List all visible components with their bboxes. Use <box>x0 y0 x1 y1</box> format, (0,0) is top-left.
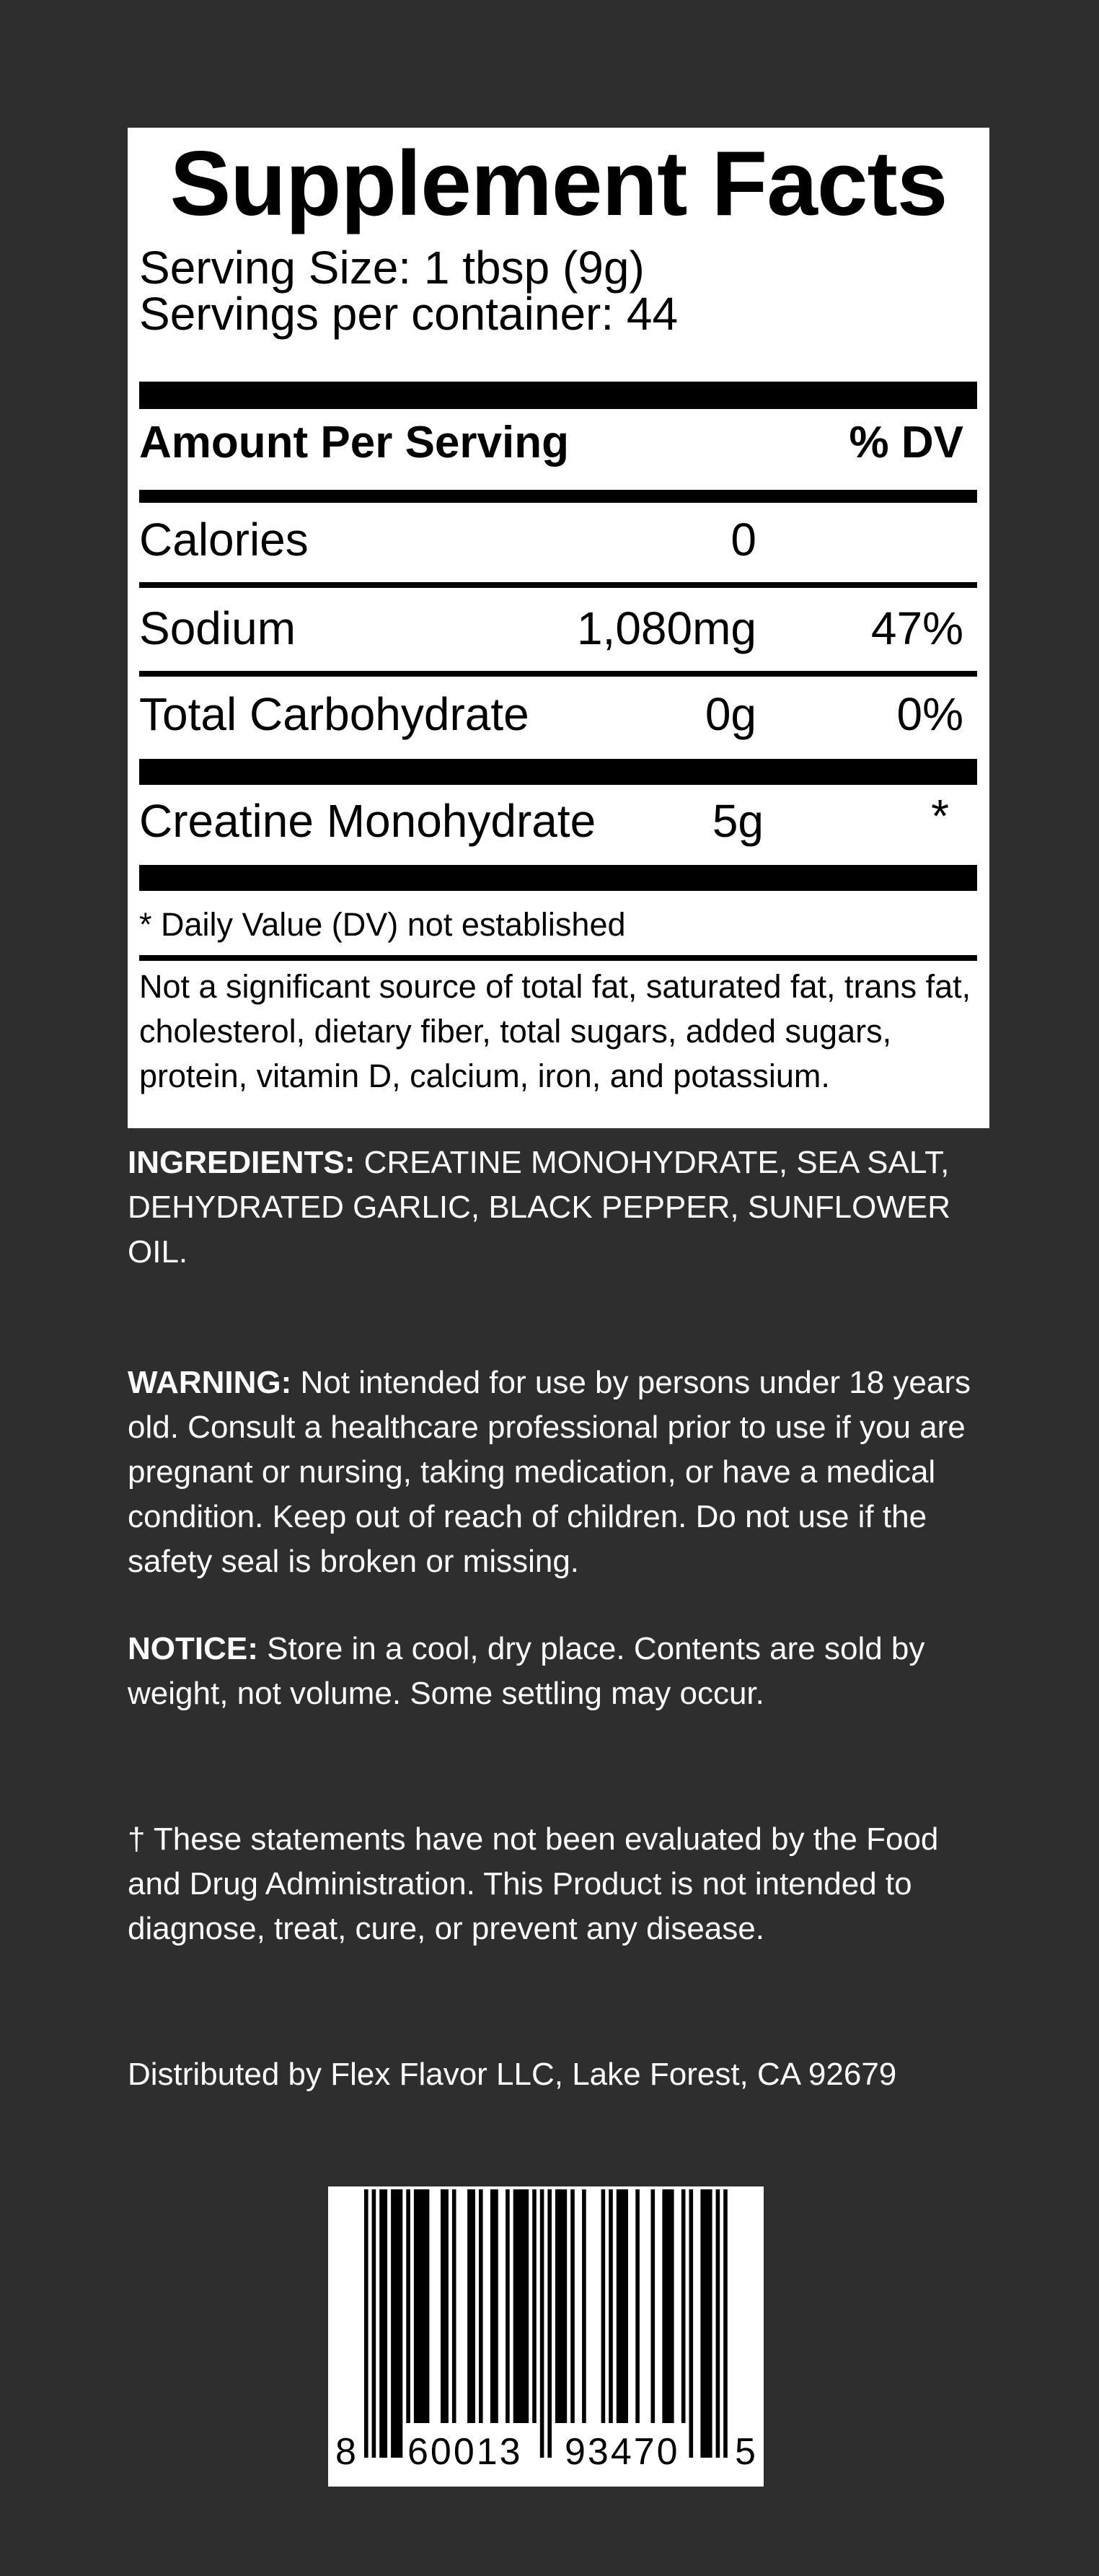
serving-size: Serving Size: 1 tbsp (9g) <box>139 242 645 294</box>
barcode-first-digit: 8 <box>335 2431 356 2473</box>
barcode-bar <box>391 2189 395 2458</box>
barcode-bar <box>620 2189 624 2423</box>
thin-divider <box>139 582 977 588</box>
barcode-bar <box>441 2189 445 2423</box>
barcode-bar <box>609 2189 613 2423</box>
distributor-line: Distributed by Flex Flavor LLC, Lake Forest, CA 92679 <box>128 2057 897 2092</box>
barcode-bar <box>452 2189 456 2423</box>
barcode-bar <box>582 2189 586 2423</box>
barcode-bar <box>494 2189 498 2423</box>
nutrient-name: Calories <box>139 514 309 566</box>
nutrient-amount: 0g <box>705 688 756 740</box>
nutrient-dv: 47% <box>870 602 963 654</box>
supplement-facts-panel <box>128 128 989 1128</box>
barcode-bar <box>666 2189 671 2423</box>
thick-divider <box>139 382 977 409</box>
warning-label: WARNING: <box>128 1365 292 1400</box>
fda-disclaimer: † These statements have not been evaluated by the Food and Drug Administration. This Product is not intended to diagnose, treat, cure, or prevent any disease. <box>128 1821 939 1946</box>
barcode-bar <box>517 2189 521 2423</box>
barcode-bar <box>425 2189 430 2423</box>
ingredients-block <box>128 1140 1000 1275</box>
barcode-bar <box>394 2189 399 2458</box>
dv-header-label: % DV <box>849 418 963 467</box>
barcode-bar <box>422 2189 426 2423</box>
not-significant-source-note: Not a significant source of total fat, saturated fat, trans fat, cholesterol, dietary fiber, total sugars, added sugars, protein, vitamin D, calcium, iron, and potassium. <box>139 968 971 1094</box>
barcode-right-group: 93470 <box>565 2431 680 2473</box>
thick-divider <box>139 759 977 785</box>
barcode-bar <box>723 2189 728 2458</box>
barcode-bar <box>563 2189 568 2423</box>
thin-divider <box>139 955 977 961</box>
barcode-bar <box>372 2189 376 2458</box>
notice-text: Store in a cool, dry place. Contents are sold by weight, not volume. Some settling may occur. <box>128 1631 925 1711</box>
barcode-bar <box>490 2189 495 2423</box>
barcode-bar <box>662 2189 666 2423</box>
barcode-bar <box>708 2189 712 2458</box>
barcode-bar <box>559 2189 563 2423</box>
notice-label: NOTICE: <box>128 1631 258 1666</box>
nutrient-dv: 0% <box>896 688 963 740</box>
servings-per-container: Servings per container: 44 <box>139 288 679 340</box>
nutrient-name: Sodium <box>139 602 296 654</box>
barcode-check-digit: 5 <box>735 2431 756 2473</box>
nutrient-dv: * <box>931 790 949 842</box>
notice-block <box>128 1627 1000 1716</box>
amount-per-serving-label: Amount Per Serving <box>139 418 569 467</box>
dv-footnote: * Daily Value (DV) not established <box>139 906 626 943</box>
barcode-bar <box>700 2189 705 2458</box>
ingredients-text: CREATINE MONOHYDRATE, SEA SALT, DEHYDRATED GARLIC, BLACK PEPPER, SUNFLOWER OIL. <box>128 1145 950 1270</box>
barcode-bar <box>471 2189 475 2423</box>
barcode-bar <box>624 2189 628 2423</box>
barcode-bar <box>705 2189 709 2458</box>
barcode-bar <box>521 2189 525 2423</box>
barcode-bar <box>444 2189 449 2423</box>
barcode-bar <box>601 2189 606 2423</box>
barcode-bar <box>506 2189 510 2423</box>
barcode-bar <box>525 2189 529 2423</box>
barcode-bar <box>384 2189 388 2458</box>
barcode-bar <box>513 2189 518 2423</box>
barcode-bar <box>689 2189 694 2458</box>
barcode-bar <box>414 2189 418 2423</box>
nutrient-amount: 1,080mg <box>576 602 756 654</box>
barcode-bar <box>479 2189 483 2423</box>
barcode-bar <box>681 2189 686 2423</box>
barcode-bar <box>399 2189 403 2458</box>
barcode-bar <box>555 2189 560 2423</box>
barcode-bar <box>651 2189 656 2423</box>
ingredients-label: INGREDIENTS: <box>128 1145 356 1180</box>
warning-text: Not intended for use by persons under 18 years old. Consult a healthcare professional prior to use if you are pregnant or nursing, taking medication, or have a medical condition. Keep out of reach of children. Do not use if the safety seal is broken or missing. <box>128 1365 971 1579</box>
barcode-bar <box>532 2189 537 2423</box>
facts-title: Supplement Facts <box>169 132 948 234</box>
warning-block <box>128 1360 1000 1584</box>
barcode-bar <box>570 2189 575 2423</box>
upc-barcode <box>328 2186 764 2487</box>
barcode-bar <box>540 2189 544 2458</box>
barcode-left-group: 60013 <box>407 2431 523 2473</box>
medium-divider <box>139 490 977 503</box>
thick-divider <box>139 865 977 891</box>
barcode-bar <box>418 2189 422 2423</box>
barcode-bar <box>467 2189 472 2423</box>
barcode-bar <box>635 2189 640 2423</box>
thin-divider <box>139 671 977 677</box>
barcode-bar <box>670 2189 674 2423</box>
nutrient-name: Creatine Monohydrate <box>139 795 596 847</box>
nutrient-amount: 5g <box>712 795 764 847</box>
nutrient-amount: 0 <box>731 514 756 566</box>
barcode-bar <box>716 2189 720 2458</box>
barcode-bar <box>617 2189 621 2423</box>
barcode-bar <box>406 2189 410 2423</box>
barcode-bar <box>379 2189 384 2458</box>
nutrient-name: Total Carbohydrate <box>139 688 529 740</box>
barcode-bars <box>328 2186 764 2487</box>
barcode-bar <box>547 2189 552 2458</box>
barcode-bar <box>364 2189 368 2458</box>
